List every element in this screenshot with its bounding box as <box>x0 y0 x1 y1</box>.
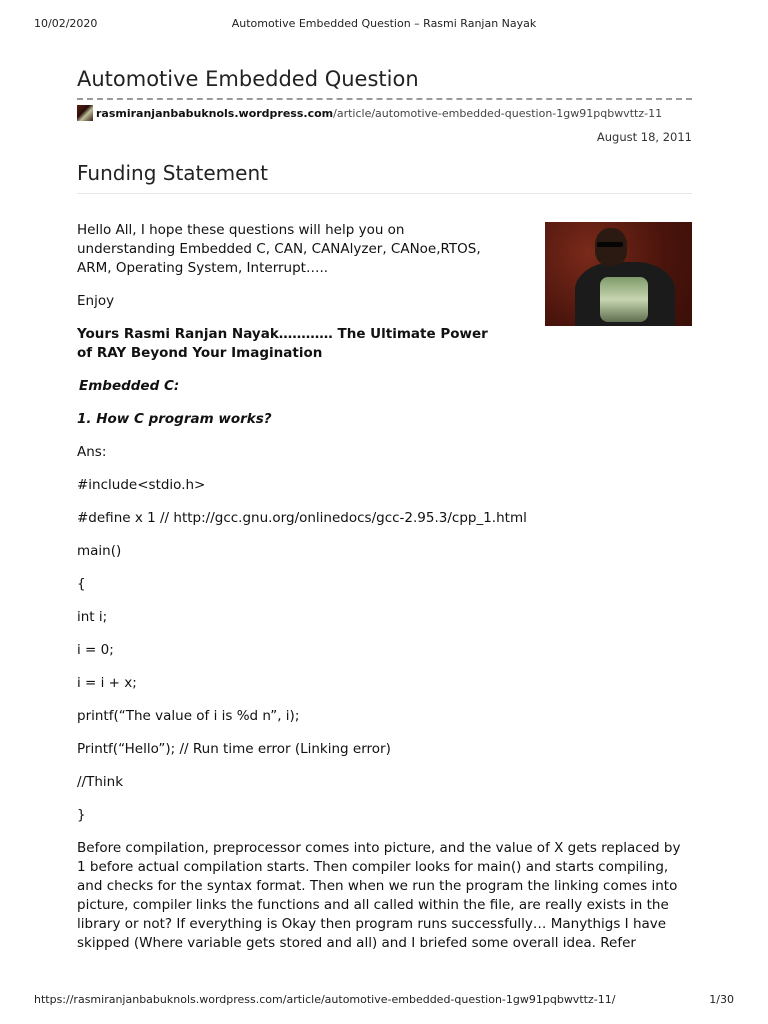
section-title: Funding Statement <box>77 161 268 185</box>
code-line: main() <box>77 543 122 559</box>
code-line: printf(“The value of i is %d n”, i); <box>77 708 300 724</box>
title-divider <box>77 98 692 100</box>
section-divider <box>77 193 692 194</box>
article-date: August 18, 2011 <box>596 130 692 144</box>
answer-label: Ans: <box>77 444 107 460</box>
print-header <box>34 17 734 31</box>
source-path[interactable]: /article/automotive-embedded-question-1gw91pqbwvttz-11 <box>333 106 663 120</box>
code-line: } <box>77 807 86 823</box>
enjoy-line: Enjoy <box>77 293 115 309</box>
question-heading: 1. How C program works? <box>77 411 272 427</box>
signature: Yours Rasmi Ranjan Nayak………… The Ultimate Power of RAY Beyond Your Imagination <box>77 326 488 361</box>
source-link[interactable] <box>77 103 692 123</box>
code-line: Printf(“Hello”); // Run time error (Linking error) <box>77 741 391 757</box>
code-line: int i; <box>77 609 108 625</box>
subheading-embedded-c: Embedded C: <box>79 378 180 394</box>
code-line: i = 0; <box>77 642 114 658</box>
code-line: { <box>77 576 86 592</box>
code-line: //Think <box>77 774 124 790</box>
author-photo <box>545 222 692 326</box>
print-date: 10/02/2020 <box>34 17 98 30</box>
source-domain[interactable]: rasmiranjanbabuknols.wordpress.com <box>96 106 334 120</box>
code-line: #include<stdio.h> <box>77 477 206 493</box>
article-body <box>77 221 692 953</box>
code-line: #define x 1 // http://gcc.gnu.org/onlinedocs/gcc-2.95.3/cpp_1.html <box>77 510 527 526</box>
print-url: https://rasmiranjanbabuknols.wordpress.com/article/automotive-embedded-question-1gw91pqbwvttz-11/ <box>34 993 616 1006</box>
print-footer <box>34 993 734 1007</box>
intro-paragraph: Hello All, I hope these questions will help you on understanding Embedded C, CAN, CANAlyzer, CANoe,RTOS, ARM, Operating System, Interrupt….. <box>77 222 481 276</box>
code-line: i = i + x; <box>77 675 137 691</box>
print-title: Automotive Embedded Question – Rasmi Ranjan Nayak <box>231 17 537 30</box>
site-favicon-icon <box>77 105 93 121</box>
page-number: 1/30 <box>709 993 734 1006</box>
article <box>77 64 692 953</box>
explanation-paragraph: Before compilation, preprocessor comes into picture, and the value of X gets replaced by 1 before actual compilation starts. Then compiler looks for main() and starts compiling, and checks for the syntax format. Then when we run the program the linking comes into picture, compiler links the functions and all called within the file, are really exists in the library or not? If everything is Okay then program runs successfully… Manythigs I have skipped (Where variable gets stored and all) and I briefed some overall idea. Refer <box>77 840 681 951</box>
article-title: Automotive Embedded Question <box>77 67 419 91</box>
